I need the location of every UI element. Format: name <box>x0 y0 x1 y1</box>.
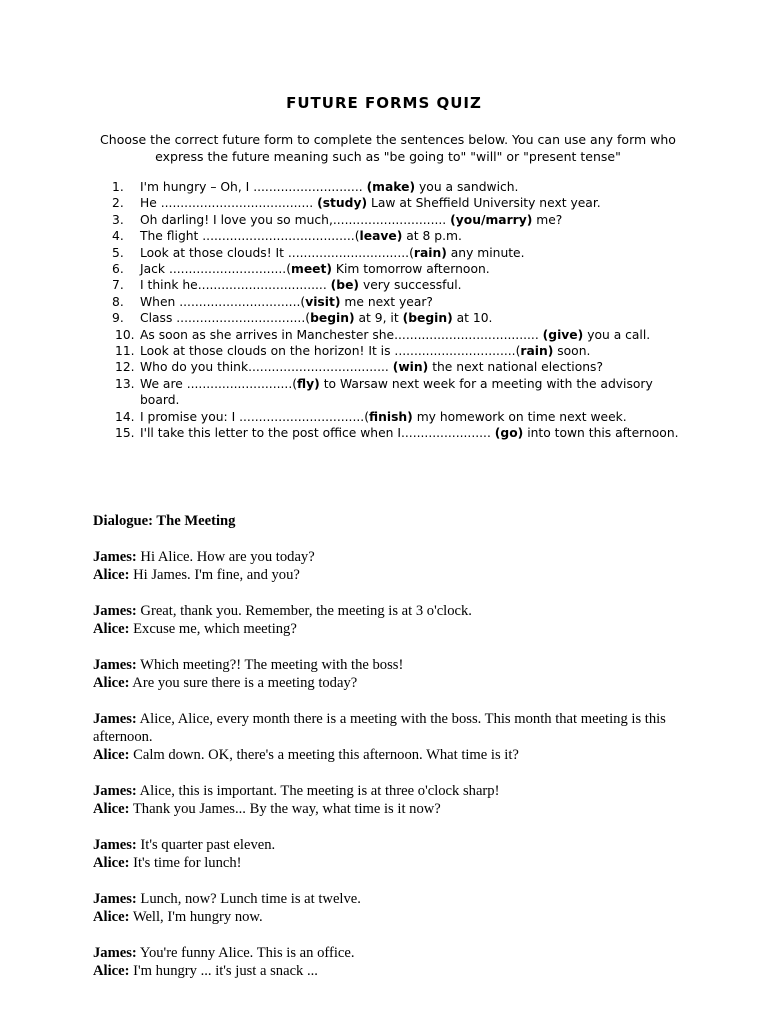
quiz-title: FUTURE FORMS QUIZ <box>286 94 482 112</box>
dialogue-line <box>93 962 683 980</box>
speaker-line-text: Alice, this is important. The meeting is at three o'clock sharp! <box>136 783 500 799</box>
dialogue-line <box>93 566 683 584</box>
quiz-item-text: at 9, it <box>354 311 403 326</box>
dialogue-line <box>93 890 683 908</box>
quiz-item-text: He ....................................... <box>140 196 318 211</box>
quiz-item <box>112 343 692 359</box>
dialogue-line <box>93 944 683 962</box>
dialogue-line <box>93 602 683 620</box>
quiz-item-text: into town this afternoon. <box>523 426 679 441</box>
quiz-item-text: Look at those clouds on the horizon! It is ...............................( <box>140 344 521 359</box>
verb-prompt: begin) <box>310 311 355 326</box>
dialogue-line <box>93 674 683 692</box>
speaker-name: James: <box>93 549 137 565</box>
dialogue-line <box>93 908 683 926</box>
quiz-item-text: Who do you think.................................... <box>140 360 393 375</box>
speaker-line-text: It's time for lunch! <box>129 855 242 871</box>
dialogue-exchange <box>93 782 683 818</box>
quiz-item-number: 1. <box>112 180 124 194</box>
quiz-item-number: 3. <box>112 212 124 227</box>
dialogue-line <box>93 548 683 566</box>
speaker-line-text: Alice, Alice, every month there is a meeting with the boss. This month that meeting is this afternoon. <box>93 711 666 745</box>
quiz-item-text: at 10. <box>452 311 493 326</box>
quiz-item-number: 8. <box>112 294 124 309</box>
quiz-item-text: Oh darling! I love you so much,............................. <box>140 212 451 227</box>
dialogue-exchange <box>93 944 683 980</box>
speaker-name: Alice: <box>93 801 130 817</box>
speaker-line-text: Hi Alice. How are you today? <box>136 549 315 565</box>
dialogue-line <box>93 710 683 746</box>
quiz-item <box>112 277 692 293</box>
dialogue-line <box>93 782 683 800</box>
speaker-line-text: Thank you James... By the way, what time is it now? <box>129 801 441 817</box>
speaker-name: Alice: <box>93 963 130 979</box>
quiz-item-number: 2. <box>112 196 124 211</box>
speaker-line-text: Hi James. I'm fine, and you? <box>129 567 300 583</box>
speaker-line-text: Well, I'm hungry now. <box>129 909 263 925</box>
quiz-item-text: me? <box>532 212 563 227</box>
quiz-item <box>112 195 692 211</box>
quiz-item-number: 13. <box>115 376 135 391</box>
verb-prompt: finish) <box>369 409 413 424</box>
quiz-item <box>112 376 692 409</box>
speaker-name: Alice: <box>93 855 130 871</box>
quiz-item-text: I'm hungry – Oh, I ............................ <box>140 180 367 194</box>
verb-prompt: (be) <box>330 278 360 293</box>
speaker-name: James: <box>93 945 137 961</box>
verb-prompt: fly) <box>297 376 320 391</box>
verb-prompt: (study) <box>317 196 368 211</box>
quiz-item <box>112 409 692 425</box>
speaker-line-text: Calm down. OK, there's a meeting this afternoon. What time is it? <box>129 747 519 763</box>
quiz-item-number: 5. <box>112 245 124 260</box>
speaker-name: Alice: <box>93 675 130 691</box>
verb-prompt: visit) <box>305 294 341 309</box>
quiz-item-text: soon. <box>553 344 591 359</box>
dialogue-line <box>93 836 683 854</box>
quiz-list <box>112 179 692 442</box>
dialogue-line <box>93 656 683 674</box>
quiz-item-text: Look at those clouds! It ...............................( <box>140 245 414 260</box>
dialogue-exchange <box>93 656 683 692</box>
verb-prompt: leave) <box>359 229 403 244</box>
quiz-item-text: As soon as she arrives in Manchester she..................................... <box>140 327 543 342</box>
instructions-text: Choose the correct future form to complete the sentences below. You can use any form who express the future meaning such as "be going to" "will" or "present tense" <box>100 132 676 164</box>
speaker-name: James: <box>93 603 137 619</box>
quiz-item-text: Class .................................( <box>140 311 311 326</box>
speaker-line-text: Which meeting?! The meeting with the boss! <box>136 657 404 673</box>
quiz-item-text: any minute. <box>446 245 525 260</box>
quiz-item <box>112 245 692 261</box>
quiz-item <box>112 179 692 195</box>
verb-prompt: meet) <box>291 262 333 277</box>
quiz-item <box>112 327 692 343</box>
quiz-item-text: my homework on time next week. <box>412 409 627 424</box>
speaker-line-text: Lunch, now? Lunch time is at twelve. <box>136 891 361 907</box>
verb-prompt: (win) <box>392 360 429 375</box>
dialogue-line <box>93 854 683 872</box>
quiz-item-text: very successful. <box>359 278 462 293</box>
speaker-name: James: <box>93 657 137 673</box>
quiz-item-number: 14. <box>115 409 135 424</box>
speaker-name: James: <box>93 783 137 799</box>
quiz-item <box>112 294 692 310</box>
dialogue-exchange <box>93 602 683 638</box>
quiz-item-text: you a sandwich. <box>415 180 519 194</box>
speaker-name: Alice: <box>93 567 130 583</box>
quiz-item <box>112 228 692 244</box>
speaker-name: James: <box>93 711 137 727</box>
quiz-item-text: you a call. <box>583 327 651 342</box>
quiz-item-number: 6. <box>112 262 124 277</box>
verb-prompt: (begin) <box>402 311 453 326</box>
verb-prompt: (go) <box>494 426 524 441</box>
dialogue-line <box>93 800 683 818</box>
quiz-item <box>112 261 692 277</box>
verb-prompt: (make) <box>366 180 416 194</box>
speaker-line-text: Great, thank you. Remember, the meeting is at 3 o'clock. <box>136 603 472 619</box>
quiz-item-text: Law at Sheffield University next year. <box>367 196 601 211</box>
quiz-item-text: Kim tomorrow afternoon. <box>332 262 490 277</box>
quiz-item-number: 10. <box>115 327 135 342</box>
verb-prompt: rain) <box>413 245 447 260</box>
quiz-item-number: 9. <box>112 311 124 326</box>
speaker-line-text: You're funny Alice. This is an office. <box>136 945 355 961</box>
dialogue-line <box>93 746 683 764</box>
dialogue-exchange <box>93 836 683 872</box>
speaker-line-text: I'm hungry ... it's just a snack ... <box>129 963 318 979</box>
quiz-item-number: 4. <box>112 229 124 244</box>
quiz-item-text: to Warsaw next week for a meeting with the advisory board. <box>140 376 653 408</box>
dialogue-title: Dialogue: The Meeting <box>93 513 236 529</box>
quiz-item-text: at 8 p.m. <box>402 229 462 244</box>
quiz-item-text: The flight .......................................( <box>140 229 360 244</box>
quiz-item-text: me next year? <box>340 294 433 309</box>
quiz-item-text: I'll take this letter to the post office when I....................... <box>140 426 495 441</box>
speaker-name: Alice: <box>93 747 130 763</box>
quiz-item-text: the next national elections? <box>428 360 603 375</box>
speaker-name: Alice: <box>93 621 130 637</box>
quiz-item-number: 7. <box>112 278 124 293</box>
quiz-item-number: 15. <box>115 426 135 441</box>
speaker-name: James: <box>93 837 137 853</box>
quiz-item-text: Jack ..............................( <box>140 262 292 277</box>
quiz-item-number: 12. <box>115 360 135 375</box>
speaker-line-text: Excuse me, which meeting? <box>129 621 297 637</box>
dialogue-line <box>93 620 683 638</box>
quiz-item-text: I think he................................. <box>140 278 331 293</box>
quiz-item <box>112 212 692 228</box>
verb-prompt: (give) <box>542 327 584 342</box>
quiz-item <box>112 359 692 375</box>
quiz-item <box>112 425 692 441</box>
dialogue-exchange <box>93 548 683 584</box>
verb-prompt: rain) <box>520 344 554 359</box>
quiz-item-text: I promise you: I ................................( <box>140 409 369 424</box>
quiz-item <box>112 310 692 326</box>
dialogue-section <box>93 512 683 998</box>
dialogue-body <box>93 548 683 980</box>
quiz-item-text: We are ...........................( <box>140 376 298 391</box>
quiz-item-text: When ...............................( <box>140 294 306 309</box>
speaker-line-text: It's quarter past eleven. <box>136 837 276 853</box>
quiz-item-number: 11. <box>115 344 135 359</box>
dialogue-exchange <box>93 710 683 764</box>
speaker-line-text: Are you sure there is a meeting today? <box>129 675 358 691</box>
speaker-name: James: <box>93 891 137 907</box>
speaker-name: Alice: <box>93 909 130 925</box>
dialogue-exchange <box>93 890 683 926</box>
verb-prompt: (you/marry) <box>450 212 533 227</box>
